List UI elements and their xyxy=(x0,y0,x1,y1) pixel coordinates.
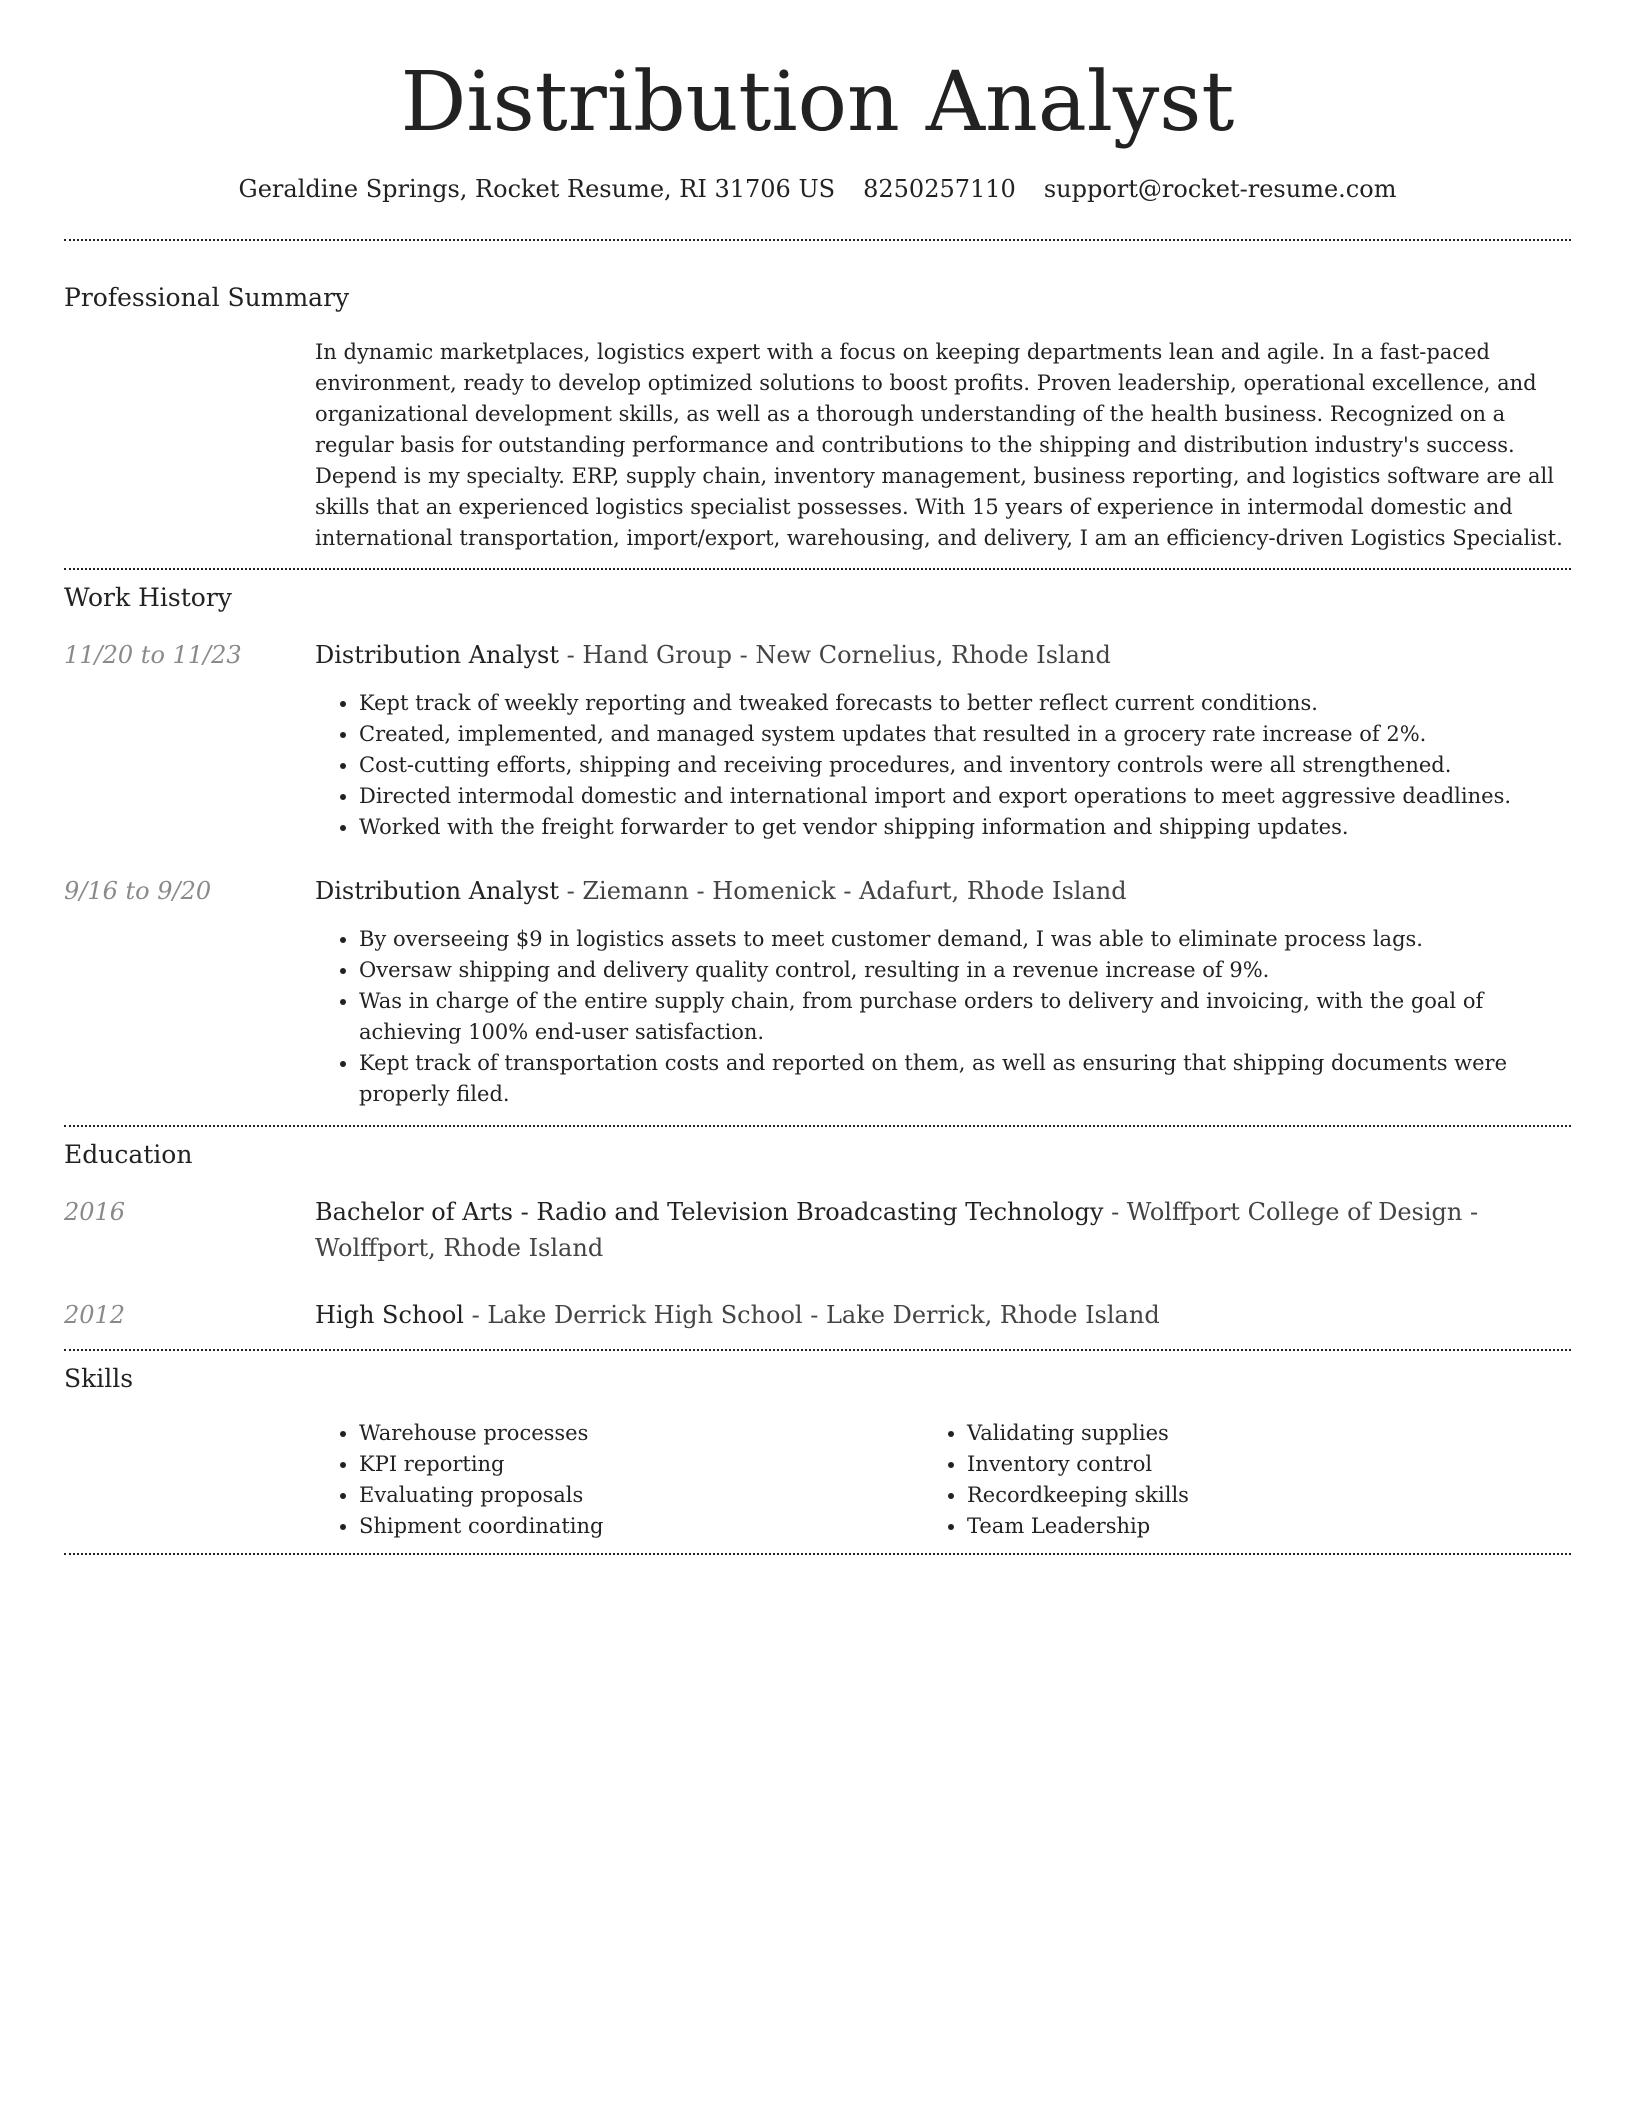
list-item: • By overseeing $9 in logistics assets to meet customer demand, I was able to eliminate process lags. xyxy=(359,924,1571,955)
education-details: - Lake Derrick High School - Lake Derrick, Rhode Island xyxy=(463,1301,1160,1329)
contact-line xyxy=(64,167,1571,211)
work-history-heading: Work History xyxy=(64,583,232,612)
skills-heading: Skills xyxy=(64,1364,134,1393)
list-item: • KPI reporting xyxy=(359,1449,875,1480)
list-item: • Warehouse processes xyxy=(359,1418,875,1449)
list-item: • Evaluating proposals xyxy=(359,1480,875,1511)
section-divider xyxy=(64,1553,1571,1555)
contact-address: Geraldine Springs, Rocket Resume, RI 31706 US xyxy=(238,175,836,203)
job-dates: 11/20 to 11/23 xyxy=(64,641,242,669)
education-entry xyxy=(315,1194,1571,1266)
contact-email[interactable]: support@rocket-resume.com xyxy=(1043,175,1397,203)
section-divider xyxy=(64,1125,1571,1127)
education-details: - Wolffport College of Design - Wolffport, Rhode Island xyxy=(315,1198,1479,1262)
skills-list-left xyxy=(315,1418,875,1542)
job-dates: 9/16 to 9/20 xyxy=(64,877,212,905)
summary-text: In dynamic marketplaces, logistics expert with a focus on keeping departments lean and agile. In a fast-paced environment, ready to develop optimized solutions to boost profits. Proven leadership, operational excellence, and organizational development skills, as well as a thorough understanding of the health business. Recognized on a regular basis for outstanding performance and contributions to the shipping and distribution industry's success. Depend is my specialty. ERP, supply chain, inventory management, business reporting, and logistics software are all skills that an experienced logistics specialist possesses. With 15 years of experience in intermodal domestic and international transportation, import/export, warehousing, and delivery, I am an efficiency-driven Logistics Specialist. xyxy=(315,340,1563,550)
list-item: • Created, implemented, and managed system updates that resulted in a grocery rate increase of 2%. xyxy=(359,719,1571,750)
contact-phone: 8250257110 xyxy=(863,175,1016,203)
list-item: • Was in charge of the entire supply chain, from purchase orders to delivery and invoicing, with the goal of achieving 100% end-user satisfaction. xyxy=(359,986,1571,1048)
education-entry xyxy=(315,1297,1571,1333)
list-item: • Shipment coordinating xyxy=(359,1511,875,1542)
section-divider xyxy=(64,1349,1571,1351)
education-year: 2016 xyxy=(64,1198,126,1226)
skills-list-right xyxy=(923,1418,1483,1542)
job-role: Distribution Analyst xyxy=(315,877,559,905)
education-degree: High School xyxy=(315,1301,464,1329)
job-title xyxy=(315,873,1571,909)
list-item: • Kept track of weekly reporting and tweaked forecasts to better reflect current conditions. xyxy=(359,688,1571,719)
list-item: • Directed intermodal domestic and international import and export operations to meet aggressive deadlines. xyxy=(359,781,1571,812)
list-item: • Worked with the freight forwarder to get vendor shipping information and shipping updates. xyxy=(359,812,1571,843)
education-year: 2012 xyxy=(64,1301,126,1329)
job-role: Distribution Analyst xyxy=(315,641,559,669)
job-details: - Hand Group - New Cornelius, Rhode Island xyxy=(559,641,1111,669)
list-item: • Cost-cutting efforts, shipping and receiving procedures, and inventory controls were all strengthened. xyxy=(359,750,1571,781)
summary-heading: Professional Summary xyxy=(64,283,350,312)
job-title xyxy=(315,637,1571,673)
education-degree: Bachelor of Arts - Radio and Television Broadcasting Technology xyxy=(315,1198,1104,1226)
list-item: • Recordkeeping skills xyxy=(967,1480,1483,1511)
section-divider xyxy=(64,568,1571,570)
list-item: • Validating supplies xyxy=(967,1418,1483,1449)
list-item: • Oversaw shipping and delivery quality control, resulting in a revenue increase of 9%. xyxy=(359,955,1571,986)
education-heading: Education xyxy=(64,1140,193,1169)
job-details: - Ziemann - Homenick - Adafurt, Rhode Island xyxy=(559,877,1127,905)
job-bullets xyxy=(315,688,1571,843)
list-item: • Inventory control xyxy=(967,1449,1483,1480)
list-item: • Team Leadership xyxy=(967,1511,1483,1542)
resume-name: Distribution Analyst xyxy=(400,55,1235,150)
job-bullets xyxy=(315,924,1571,1110)
list-item: • Kept track of transportation costs and reported on them, as well as ensuring that shipping documents were properly filed. xyxy=(359,1048,1571,1110)
section-divider xyxy=(64,239,1571,241)
